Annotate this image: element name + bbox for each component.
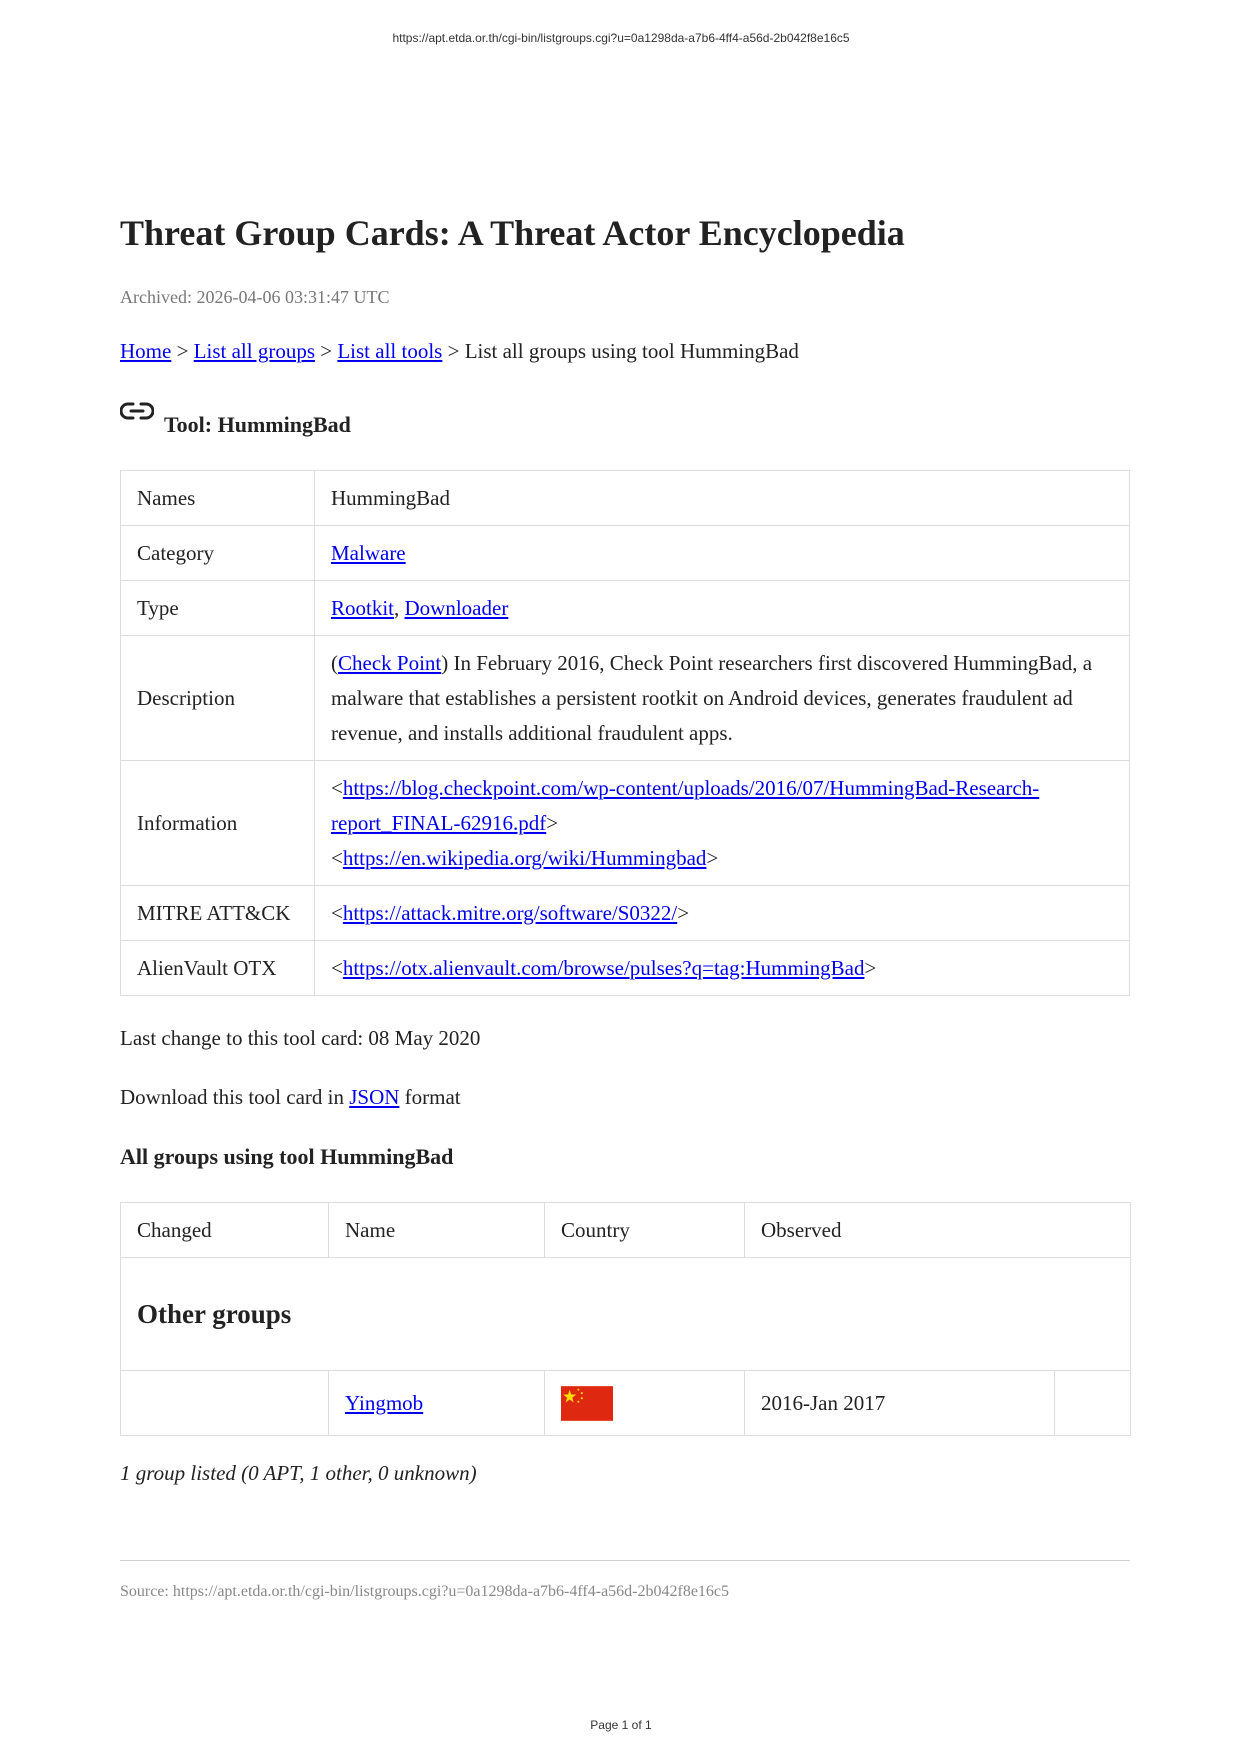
groups-table-header bbox=[121, 1203, 1131, 1258]
link-icon bbox=[120, 400, 154, 422]
row-name bbox=[329, 1371, 545, 1436]
description-open-paren: ( bbox=[331, 650, 338, 675]
source-url: Source: https://apt.etda.or.th/cgi-bin/listgroups.cgi?u=0a1298da-a7b6-4ff4-a56d-2b042f8e16c5 bbox=[120, 1583, 730, 1600]
groups-table bbox=[120, 1202, 1131, 1436]
download-text bbox=[120, 1085, 461, 1110]
table-row bbox=[121, 1371, 1131, 1436]
last-change-text: Last change to this tool card: 08 May 2020 bbox=[120, 1026, 481, 1050]
description-text: ) In February 2016, Check Point researchers first discovered HummingBad, a malware that establishes a persistent rootkit on Android devices, generates fraudulent ad revenue, and installs additional fraudulent apps. bbox=[331, 650, 1093, 745]
mitre-lt: < bbox=[331, 900, 343, 925]
information-checkpoint-report-link[interactable]: https://blog.checkpoint.com/wp-content/uploads/2016/07/HummingBad-Research-report_FINAL-62916.pdf bbox=[331, 775, 1040, 835]
group-yingmob-link[interactable]: Yingmob bbox=[345, 1390, 424, 1415]
alienvault-label: AlienVault OTX bbox=[121, 941, 315, 996]
alienvault-link[interactable]: https://otx.alienvault.com/browse/pulses?q=tag:HummingBad bbox=[342, 955, 865, 980]
information-wikipedia-link[interactable]: https://en.wikipedia.org/wiki/Hummingbad bbox=[342, 845, 707, 870]
tool-card-row-information bbox=[121, 761, 1130, 886]
other-groups-cell bbox=[121, 1258, 1131, 1371]
groups-summary: 1 group listed (0 APT, 1 other, 0 unknown) bbox=[120, 1461, 477, 1485]
header-observed: Observed bbox=[745, 1203, 1131, 1258]
description-label: Description bbox=[121, 636, 315, 761]
information-value bbox=[315, 761, 1130, 886]
type-rootkit-link[interactable]: Rootkit bbox=[331, 595, 395, 620]
tool-heading-text: Tool: HummingBad bbox=[164, 412, 351, 437]
description-source-link[interactable]: Check Point bbox=[338, 650, 442, 675]
information-gt: > bbox=[546, 810, 559, 835]
page-number: Page 1 of 1 bbox=[590, 1718, 652, 1732]
category-label: Category bbox=[121, 526, 315, 581]
type-separator: , bbox=[394, 595, 405, 620]
download-before: Download this tool card in bbox=[120, 1085, 350, 1109]
china-flag-icon bbox=[561, 1386, 613, 1421]
groups-section-title: All groups using tool HummingBad bbox=[120, 1144, 454, 1169]
header-name: Name bbox=[329, 1203, 545, 1258]
breadcrumb-home-link[interactable]: Home bbox=[120, 339, 172, 363]
type-label: Type bbox=[121, 581, 315, 636]
row-country bbox=[545, 1371, 745, 1436]
breadcrumb-list-groups-link[interactable]: List all groups bbox=[193, 339, 315, 363]
information-lt: < bbox=[331, 845, 343, 870]
row-observed: 2016-Jan 2017 bbox=[745, 1371, 1055, 1436]
category-value bbox=[315, 526, 1130, 581]
tool-card-row-mitre bbox=[121, 886, 1130, 941]
information-label: Information bbox=[121, 761, 315, 886]
tool-card-row-category bbox=[121, 526, 1130, 581]
download-json-link[interactable]: JSON bbox=[349, 1085, 400, 1109]
tool-card-row-alienvault bbox=[121, 941, 1130, 996]
description-value bbox=[315, 636, 1130, 761]
page-title: Threat Group Cards: A Threat Actor Encyclopedia bbox=[120, 213, 905, 253]
row-extra bbox=[1055, 1371, 1131, 1436]
breadcrumb-separator: > bbox=[447, 339, 460, 363]
information-gt: > bbox=[706, 845, 719, 870]
names-label: Names bbox=[121, 471, 315, 526]
tool-card-table bbox=[120, 470, 1130, 996]
header-country: Country bbox=[545, 1203, 745, 1258]
tool-heading bbox=[120, 398, 351, 438]
mitre-link[interactable]: https://attack.mitre.org/software/S0322/ bbox=[342, 900, 678, 925]
alienvault-gt: > bbox=[864, 955, 877, 980]
breadcrumb-separator: > bbox=[176, 339, 189, 363]
alienvault-lt: < bbox=[331, 955, 343, 980]
tool-card-row-names bbox=[121, 471, 1130, 526]
download-after: format bbox=[399, 1085, 461, 1109]
print-header-url: https://apt.etda.or.th/cgi-bin/listgroups.cgi?u=0a1298da-a7b6-4ff4-a56d-2b042f8e16c5 bbox=[392, 31, 850, 45]
type-downloader-link[interactable]: Downloader bbox=[404, 595, 509, 620]
information-lt: < bbox=[331, 775, 343, 800]
breadcrumb-list-tools-link[interactable]: List all tools bbox=[337, 339, 443, 363]
mitre-label: MITRE ATT&CK bbox=[121, 886, 315, 941]
alienvault-value bbox=[315, 941, 1130, 996]
groups-section-row bbox=[121, 1258, 1131, 1371]
mitre-gt: > bbox=[677, 900, 690, 925]
row-changed bbox=[121, 1371, 329, 1436]
other-groups-heading: Other groups bbox=[137, 1298, 292, 1329]
mitre-value bbox=[315, 886, 1130, 941]
breadcrumb-current: List all groups using tool HummingBad bbox=[464, 339, 799, 363]
type-value bbox=[315, 581, 1130, 636]
divider bbox=[120, 1560, 1130, 1561]
names-value: HummingBad bbox=[315, 471, 1130, 526]
header-changed: Changed bbox=[121, 1203, 329, 1258]
archived-timestamp: Archived: 2026-04-06 03:31:47 UTC bbox=[120, 287, 390, 307]
breadcrumb bbox=[120, 339, 799, 364]
breadcrumb-separator: > bbox=[320, 339, 333, 363]
tool-card-row-description bbox=[121, 636, 1130, 761]
tool-card-row-type bbox=[121, 581, 1130, 636]
category-malware-link[interactable]: Malware bbox=[331, 540, 406, 565]
